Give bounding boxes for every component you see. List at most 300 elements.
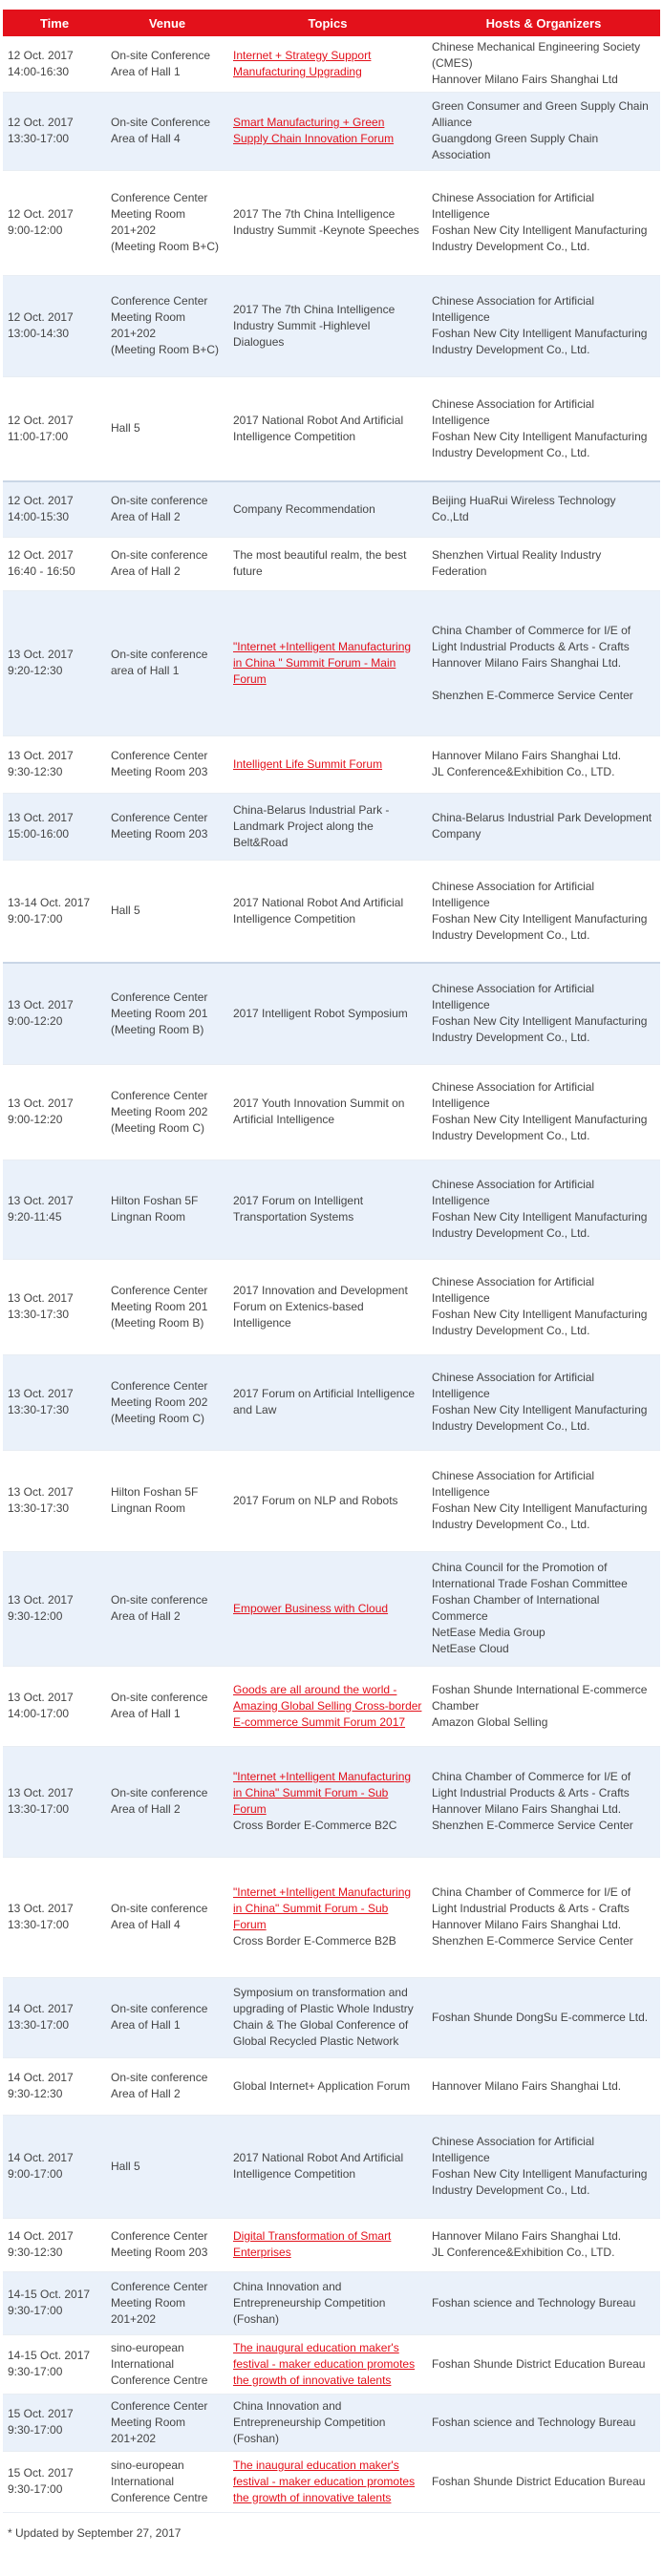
- time-cell: [3, 481, 106, 537]
- venue-cell-line: Conference Center: [111, 1283, 208, 1297]
- hosts-cell-line: Foshan New City Intelligent Manufacturing Industry Development Co., Ltd.: [432, 911, 648, 942]
- time-cell-line: 13 Oct. 2017: [8, 811, 74, 824]
- hosts-cell-line: Hannover Milano Fairs Shanghai Ltd.: [432, 749, 622, 762]
- time-cell-line: 12 Oct. 2017: [8, 48, 74, 62]
- hosts-cell-line: NetEase Media Group: [432, 1626, 545, 1639]
- hosts-cell: [427, 170, 660, 275]
- hosts-cell-line: China Chamber of Commerce for I/E of Light Industrial Products & Arts - Crafts: [432, 1770, 631, 1799]
- hosts-cell: [427, 2115, 660, 2218]
- venue-cell-line: On-site conference: [111, 648, 208, 661]
- hosts-cell-line: JL Conference&Exhibition Co., LTD.: [432, 2246, 615, 2259]
- venue-cell: [106, 36, 228, 92]
- time-cell: [3, 1160, 106, 1259]
- venue-cell-line: On-site conference: [111, 2071, 208, 2084]
- hosts-cell-line: Chinese Mechanical Engineering Society (CMES): [432, 40, 641, 71]
- hosts-cell-line: Guangdong Green Supply Chain Association: [432, 132, 599, 161]
- venue-cell-line: Area of Hall 2: [111, 510, 181, 524]
- time-cell-line: 9:20-11:45: [8, 1210, 62, 1224]
- venue-cell-line: On-site Conference: [111, 48, 211, 62]
- hosts-cell: [427, 275, 660, 376]
- venue-cell-line: Conference Centre: [111, 2490, 208, 2504]
- topic-link[interactable]: Goods are all around the world - Amazing Global Selling Cross-border E-commerce Summit Forum 2017: [233, 1682, 422, 1729]
- table-row: [3, 481, 660, 537]
- time-cell: [3, 1450, 106, 1551]
- venue-cell-line: Area of Hall 2: [111, 1802, 181, 1816]
- hosts-cell-line: China-Belarus Industrial Park Development Company: [432, 811, 652, 841]
- hosts-cell-line: Foshan Shunde District Education Bureau: [432, 2474, 646, 2488]
- topic-text: Company Recommendation: [233, 501, 375, 516]
- venue-cell-line: Meeting Room 201: [111, 1299, 208, 1313]
- hosts-cell-line: Foshan New City Intelligent Manufacturing Industry Development Co., Ltd.: [432, 327, 648, 356]
- venue-cell: [106, 537, 228, 590]
- time-cell-line: 14:00-16:30: [8, 64, 70, 78]
- hosts-cell: [427, 2218, 660, 2271]
- header-row: [3, 10, 660, 36]
- venue-cell-line: On-site conference: [111, 548, 208, 562]
- hosts-cell-line: China Council for the Promotion of International Trade Foshan Committee: [432, 1561, 628, 1590]
- hosts-cell-line: Foshan New City Intelligent Manufacturing Industry Development Co., Ltd.: [432, 1308, 648, 1337]
- venue-cell-line: Lingnan Room: [111, 1210, 186, 1224]
- time-cell: [3, 2334, 106, 2394]
- venue-cell-line: Conference Center: [111, 2279, 208, 2293]
- hosts-cell-line: Hannover Milano Fairs Shanghai Ltd: [432, 73, 618, 87]
- time-cell-line: 13 Oct. 2017: [8, 1485, 74, 1499]
- topic-cell: [228, 2057, 427, 2115]
- venue-cell-line: Meeting Room 202: [111, 1394, 208, 1409]
- venue-cell: [106, 376, 228, 481]
- venue-cell-line: Conference Center: [111, 990, 208, 1004]
- time-cell-line: 13 Oct. 2017: [8, 1786, 74, 1799]
- venue-cell: [106, 2334, 228, 2394]
- hosts-cell-line: Foshan Chamber of International Commerce: [432, 1593, 600, 1623]
- topic-cell: [228, 36, 427, 92]
- table-row: [3, 2451, 660, 2512]
- time-cell-line: 13 Oct. 2017: [8, 1387, 74, 1400]
- table-row: [3, 1064, 660, 1160]
- venue-cell: [106, 963, 228, 1064]
- venue-cell-line: Area of Hall 2: [111, 1609, 181, 1623]
- time-cell-line: 12 Oct. 2017: [8, 207, 74, 221]
- hosts-cell-line: Chinese Association for Artificial Intelligence: [432, 396, 595, 427]
- hosts-cell-line: [432, 671, 655, 688]
- hosts-cell-line: Hannover Milano Fairs Shanghai Ltd.: [432, 2078, 622, 2093]
- table-row: [3, 2271, 660, 2334]
- time-cell-line: 12 Oct. 2017: [8, 413, 74, 427]
- venue-cell-line: Meeting Room 203: [111, 765, 208, 778]
- hosts-cell: [427, 2334, 660, 2394]
- venue-cell-line: Conference Center: [111, 191, 208, 204]
- time-cell: [3, 275, 106, 376]
- hosts-cell-line: Chinese Association for Artificial Intelligence: [432, 1178, 595, 1207]
- time-cell-line: 12 Oct. 2017: [8, 548, 74, 562]
- time-cell: [3, 793, 106, 860]
- hosts-cell: [427, 1857, 660, 1977]
- hosts-cell-line: Hannover Milano Fairs Shanghai Ltd.: [432, 1918, 622, 1931]
- topic-subtitle: Cross Border E-Commerce B2B: [233, 1934, 396, 1948]
- topic-cell: [228, 590, 427, 735]
- time-cell-line: 13 Oct. 2017: [8, 1593, 74, 1607]
- time-cell-line: 13-14 Oct. 2017: [8, 895, 91, 909]
- topic-text: 2017 Youth Innovation Summit on Artificial Intelligence: [233, 1096, 405, 1126]
- hosts-cell-line: NetEase Cloud: [432, 1642, 509, 1655]
- topic-cell: [228, 376, 427, 481]
- time-cell: [3, 860, 106, 963]
- time-cell-line: 13 Oct. 2017: [8, 1691, 74, 1704]
- venue-cell-line: Conference Centre: [111, 2373, 208, 2387]
- time-cell: [3, 92, 106, 170]
- time-cell-line: 13:30-17:00: [8, 1918, 70, 1931]
- hosts-cell-line: Chinese Association for Artificial Intelligence: [432, 1080, 595, 1110]
- time-cell-line: 9:30-17:00: [8, 2304, 63, 2317]
- time-cell: [3, 1354, 106, 1450]
- table-row: [3, 1666, 660, 1746]
- venue-cell-line: Conference Center: [111, 749, 208, 762]
- venue-cell: [106, 1354, 228, 1450]
- venue-cell: [106, 92, 228, 170]
- venue-cell-line: sino-european: [111, 2340, 184, 2354]
- venue-cell-line: Meeting Room: [111, 310, 186, 324]
- table-row: [3, 735, 660, 793]
- hosts-cell-line: Foshan Shunde International E-commerce Chamber: [432, 1682, 648, 1713]
- hosts-cell-line: Hannover Milano Fairs Shanghai Ltd.: [432, 655, 622, 670]
- time-cell: [3, 170, 106, 275]
- table-row: [3, 376, 660, 481]
- hosts-cell-line: Shenzhen E-Commerce Service Center: [432, 1934, 633, 1948]
- time-cell: [3, 2271, 106, 2334]
- topic-cell: [228, 1259, 427, 1354]
- topic-link[interactable]: Internet + Strategy Support Manufacturing Upgrading: [233, 48, 372, 78]
- venue-cell: [106, 2115, 228, 2218]
- venue-cell-line: 201+202: [111, 2311, 157, 2326]
- venue-cell-line: (Meeting Room C): [111, 1411, 205, 1425]
- topic-link[interactable]: Intelligent Life Summit Forum: [233, 756, 383, 771]
- venue-cell-line: Meeting Room 202: [111, 1104, 208, 1118]
- venue-cell: [106, 275, 228, 376]
- table-row: [3, 537, 660, 590]
- topic-cell: [228, 1977, 427, 2057]
- time-cell-line: 9:30-12:30: [8, 2087, 63, 2100]
- venue-cell-line: (Meeting Room B+C): [111, 343, 220, 356]
- time-cell-line: 12 Oct. 2017: [8, 116, 74, 129]
- venue-cell-line: Area of Hall 2: [111, 564, 181, 578]
- hosts-cell-line: Beijing HuaRui Wireless Technology Co.,Ltd: [432, 494, 616, 524]
- topic-link[interactable]: The inaugural education maker's festival - maker education promotes the growth of innovative talents: [233, 2340, 416, 2387]
- venue-cell-line: Conference Center: [111, 1378, 208, 1393]
- time-cell: [3, 1857, 106, 1977]
- topic-cell: [228, 1450, 427, 1551]
- hosts-cell-line: Chinese Association for Artificial Intelligence: [432, 1275, 595, 1305]
- hosts-cell: [427, 860, 660, 963]
- venue-cell: [106, 860, 228, 963]
- table-row: [3, 2057, 660, 2115]
- hosts-cell: [427, 92, 660, 170]
- hosts-cell-line: Foshan Shunde District Education Bureau: [432, 2356, 646, 2371]
- header-venue: Venue: [106, 10, 228, 36]
- hosts-cell: [427, 376, 660, 481]
- time-cell-line: 9:30-12:30: [8, 2246, 63, 2259]
- venue-cell-line: On-site conference: [111, 1593, 208, 1607]
- topic-cell: [228, 2334, 427, 2394]
- time-cell-line: 13:30-17:00: [8, 1802, 70, 1816]
- topic-cell: [228, 2115, 427, 2218]
- venue-cell-line: Hall 5: [111, 2159, 140, 2173]
- time-cell-line: 14 Oct. 2017: [8, 2071, 74, 2084]
- topic-cell: [228, 537, 427, 590]
- time-cell-line: 14 Oct. 2017: [8, 2229, 74, 2243]
- topic-cell: [228, 1746, 427, 1857]
- topic-cell: [228, 1160, 427, 1259]
- time-cell-line: 16:40 - 16:50: [8, 564, 75, 578]
- hosts-cell-line: JL Conference&Exhibition Co., LTD.: [432, 765, 615, 778]
- venue-cell-line: Area of Hall 4: [111, 132, 181, 145]
- venue-cell-line: Lingnan Room: [111, 1501, 186, 1515]
- venue-cell: [106, 1551, 228, 1666]
- topic-text: Global Internet+ Application Forum: [233, 2078, 411, 2093]
- time-cell-line: 15 Oct. 2017: [8, 2466, 74, 2480]
- time-cell: [3, 1551, 106, 1666]
- venue-cell: [106, 481, 228, 537]
- time-cell-line: 9:30-17:00: [8, 2423, 63, 2437]
- venue-cell: [106, 1450, 228, 1551]
- time-cell-line: 14-15 Oct. 2017: [8, 2349, 91, 2362]
- topic-link[interactable]: "Internet +Intelligent Manufacturing in China" Summit Forum - Sub Forum: [233, 1770, 412, 1816]
- topic-cell: [228, 860, 427, 963]
- time-cell-line: 13 Oct. 2017: [8, 749, 74, 762]
- hosts-cell: [427, 1551, 660, 1666]
- topic-link[interactable]: Digital Transformation of Smart Enterprises: [233, 2229, 392, 2259]
- venue-cell-line: Meeting Room: [111, 2295, 186, 2310]
- hosts-cell-line: Foshan science and Technology Bureau: [432, 2295, 636, 2310]
- time-cell: [3, 1666, 106, 1746]
- hosts-cell-line: China Chamber of Commerce for I/E of Light Industrial Products & Arts - Crafts: [432, 1885, 631, 1915]
- topic-cell: [228, 2394, 427, 2451]
- venue-cell-line: Area of Hall 2: [111, 2087, 181, 2100]
- table-row: [3, 1746, 660, 1857]
- topic-subtitle: Cross Border E-Commerce B2C: [233, 1819, 397, 1832]
- venue-cell-line: International: [111, 2356, 175, 2371]
- time-cell-line: 14-15 Oct. 2017: [8, 2288, 91, 2301]
- table-row: [3, 2334, 660, 2394]
- venue-cell: [106, 590, 228, 735]
- topic-text: 2017 The 7th China Intelligence Industry Summit -Highlevel Dialogues: [233, 302, 396, 349]
- venue-cell-line: 201+202: [111, 224, 157, 237]
- venue-cell-line: Conference Center: [111, 2229, 208, 2243]
- time-cell-line: 9:00-17:00: [8, 911, 63, 926]
- venue-cell-line: Area of Hall 4: [111, 1918, 181, 1931]
- table-row: [3, 1354, 660, 1450]
- venue-cell-line: On-site conference: [111, 1786, 208, 1799]
- topic-cell: [228, 1857, 427, 1977]
- topic-cell: [228, 1064, 427, 1160]
- hosts-cell: [427, 1977, 660, 2057]
- hosts-cell: [427, 2271, 660, 2334]
- venue-cell-line: (Meeting Room B): [111, 1022, 204, 1036]
- hosts-cell-line: Chinese Association for Artificial Intelligence: [432, 294, 595, 324]
- table-row: [3, 1259, 660, 1354]
- hosts-cell-line: Shenzhen E-Commerce Service Center: [432, 1819, 633, 1832]
- time-cell: [3, 2394, 106, 2451]
- venue-cell: [106, 1666, 228, 1746]
- hosts-cell-line: Foshan New City Intelligent Manufacturing Industry Development Co., Ltd.: [432, 1501, 648, 1531]
- topic-text: 2017 Forum on NLP and Robots: [233, 1493, 398, 1507]
- topic-cell: [228, 793, 427, 860]
- venue-cell-line: (Meeting Room B): [111, 1315, 204, 1330]
- hosts-cell-line: Amazon Global Selling: [432, 1714, 548, 1729]
- topic-text: 2017 Intelligent Robot Symposium: [233, 1006, 408, 1020]
- topic-text: 2017 The 7th China Intelligence Industry Summit -Keynote Speeches: [233, 207, 419, 237]
- topic-link[interactable]: "Internet +Intelligent Manufacturing in China " Summit Forum - Main Forum: [233, 639, 412, 686]
- time-cell-line: 13 Oct. 2017: [8, 1096, 74, 1110]
- time-cell-line: 15 Oct. 2017: [8, 2407, 74, 2420]
- venue-cell: [106, 1064, 228, 1160]
- time-cell: [3, 2218, 106, 2271]
- time-cell-line: 9:00-12:20: [8, 1014, 63, 1029]
- time-cell-line: 14:00-17:00: [8, 1707, 70, 1720]
- table-row: [3, 963, 660, 1064]
- topic-cell: [228, 735, 427, 793]
- venue-cell-line: On-site conference: [111, 494, 208, 508]
- topic-text: The most beautiful realm, the best future: [233, 548, 407, 578]
- topic-cell: [228, 275, 427, 376]
- topic-cell: [228, 2271, 427, 2334]
- time-cell-line: 15:00-16:00: [8, 827, 70, 841]
- table-row: [3, 1450, 660, 1551]
- header-hosts: Hosts & Organizers: [427, 10, 660, 36]
- topic-cell: [228, 481, 427, 537]
- venue-cell-line: Conference Center: [111, 811, 208, 824]
- venue-cell: [106, 2057, 228, 2115]
- topic-link[interactable]: The inaugural education maker's festival - maker education promotes the growth of innovative talents: [233, 2458, 416, 2504]
- hosts-cell: [427, 793, 660, 860]
- venue-cell: [106, 1857, 228, 1977]
- venue-cell-line: On-site conference: [111, 2002, 208, 2015]
- venue-cell: [106, 170, 228, 275]
- time-cell-line: 9:00-12:20: [8, 1113, 63, 1126]
- topic-cell: [228, 1551, 427, 1666]
- topic-text: Symposium on transformation and upgrading of Plastic Whole Industry Chain & The Global Conference of Global Recycled Plastic Network: [233, 1986, 414, 2048]
- time-cell-line: 13 Oct. 2017: [8, 1902, 74, 1915]
- hosts-cell-line: Foshan New City Intelligent Manufacturing Industry Development Co., Ltd.: [432, 1210, 648, 1240]
- time-cell-line: 14 Oct. 2017: [8, 2002, 74, 2015]
- hosts-cell: [427, 2057, 660, 2115]
- hosts-cell-line: Chinese Association for Artificial Intelligence: [432, 879, 595, 909]
- time-cell: [3, 1064, 106, 1160]
- hosts-cell-line: Foshan New City Intelligent Manufacturing Industry Development Co., Ltd.: [432, 224, 648, 253]
- venue-cell-line: Meeting Room 203: [111, 2246, 208, 2259]
- venue-cell-line: Hilton Foshan 5F: [111, 1194, 199, 1207]
- hosts-cell: [427, 1160, 660, 1259]
- hosts-cell: [427, 481, 660, 537]
- table-row: [3, 170, 660, 275]
- hosts-cell: [427, 1259, 660, 1354]
- table-row: [3, 2115, 660, 2218]
- venue-cell-line: Area of Hall 1: [111, 1707, 181, 1720]
- venue-cell-line: Hall 5: [111, 421, 140, 436]
- time-cell-line: 9:30-12:00: [8, 1609, 63, 1623]
- time-cell-line: 13:00-14:30: [8, 327, 70, 340]
- header-topics: Topics: [228, 10, 427, 36]
- topic-text: 2017 Forum on Intelligent Transportation Systems: [233, 1194, 364, 1224]
- topic-cell: [228, 1666, 427, 1746]
- table-row: [3, 860, 660, 963]
- topic-text: China Innovation and Entrepreneurship Competition (Foshan): [233, 2398, 386, 2445]
- venue-cell-line: On-site Conference: [111, 116, 211, 129]
- hosts-cell: [427, 1450, 660, 1551]
- venue-cell-line: Conference Center: [111, 294, 208, 308]
- topic-link[interactable]: Empower Business with Cloud: [233, 1601, 389, 1615]
- hosts-cell-line: Green Consumer and Green Supply Chain Alliance: [432, 99, 649, 129]
- table-row: [3, 1977, 660, 2057]
- hosts-cell: [427, 537, 660, 590]
- hosts-cell-line: Chinese Association for Artificial Intelligence: [432, 982, 595, 1012]
- venue-cell-line: Meeting Room: [111, 2415, 186, 2429]
- hosts-cell: [427, 1064, 660, 1160]
- time-cell-line: 9:00-17:00: [8, 2167, 63, 2181]
- venue-cell-line: International: [111, 2474, 175, 2488]
- venue-cell: [106, 1977, 228, 2057]
- venue-cell-line: Hall 5: [111, 904, 140, 918]
- footnote: * Updated by September 27, 2017: [8, 2525, 182, 2540]
- venue-cell-line: Meeting Room: [111, 207, 186, 221]
- hosts-cell: [427, 590, 660, 735]
- time-cell: [3, 1259, 106, 1354]
- hosts-cell-line: Foshan New City Intelligent Manufacturing Industry Development Co., Ltd.: [432, 429, 648, 459]
- time-cell-line: 13:30-17:30: [8, 1308, 70, 1321]
- venue-cell-line: 201+202: [111, 2431, 157, 2445]
- venue-cell: [106, 1259, 228, 1354]
- table-row: [3, 2218, 660, 2271]
- topic-cell: [228, 2218, 427, 2271]
- time-cell-line: 9:20-12:30: [8, 664, 63, 677]
- hosts-cell-line: Chinese Association for Artificial Intelligence: [432, 191, 595, 221]
- hosts-cell-line: Foshan New City Intelligent Manufacturing Industry Development Co., Ltd.: [432, 1403, 648, 1433]
- hosts-cell-line: Shenzhen E-Commerce Service Center: [432, 688, 633, 702]
- time-cell: [3, 2057, 106, 2115]
- time-cell-line: 14 Oct. 2017: [8, 2151, 74, 2164]
- venue-cell: [106, 793, 228, 860]
- hosts-cell: [427, 963, 660, 1064]
- venue-cell-line: Meeting Room 201: [111, 1006, 208, 1020]
- table-row: [3, 275, 660, 376]
- time-cell: [3, 2451, 106, 2512]
- hosts-cell: [427, 2394, 660, 2451]
- time-cell-line: 9:00-12:00: [8, 224, 63, 237]
- topic-link[interactable]: "Internet +Intelligent Manufacturing in China" Summit Forum - Sub Forum: [233, 1885, 412, 1931]
- hosts-cell: [427, 1746, 660, 1857]
- venue-cell-line: 201+202: [111, 327, 157, 340]
- venue-cell-line: area of Hall 1: [111, 664, 180, 677]
- time-cell: [3, 537, 106, 590]
- hosts-cell: [427, 2451, 660, 2512]
- time-cell-line: 13:30-17:00: [8, 2018, 70, 2032]
- table-row: [3, 92, 660, 170]
- time-cell-line: 13 Oct. 2017: [8, 648, 74, 661]
- topic-text: 2017 National Robot And Artificial Intelligence Competition: [233, 895, 404, 926]
- hosts-cell-line: Foshan New City Intelligent Manufacturing Industry Development Co., Ltd.: [432, 1113, 648, 1142]
- venue-cell: [106, 735, 228, 793]
- table-row: [3, 2394, 660, 2451]
- venue-cell-line: Meeting Room 203: [111, 827, 208, 841]
- venue-cell-line: Hilton Foshan 5F: [111, 1485, 199, 1499]
- topic-link[interactable]: Smart Manufacturing + Green Supply Chain Innovation Forum: [233, 116, 395, 145]
- venue-cell-line: On-site conference: [111, 1902, 208, 1915]
- table-row: [3, 793, 660, 860]
- hosts-cell: [427, 1666, 660, 1746]
- table-row: [3, 590, 660, 735]
- venue-cell: [106, 1746, 228, 1857]
- time-cell-line: 9:30-12:30: [8, 765, 63, 778]
- topic-text: 2017 National Robot And Artificial Intelligence Competition: [233, 2151, 404, 2181]
